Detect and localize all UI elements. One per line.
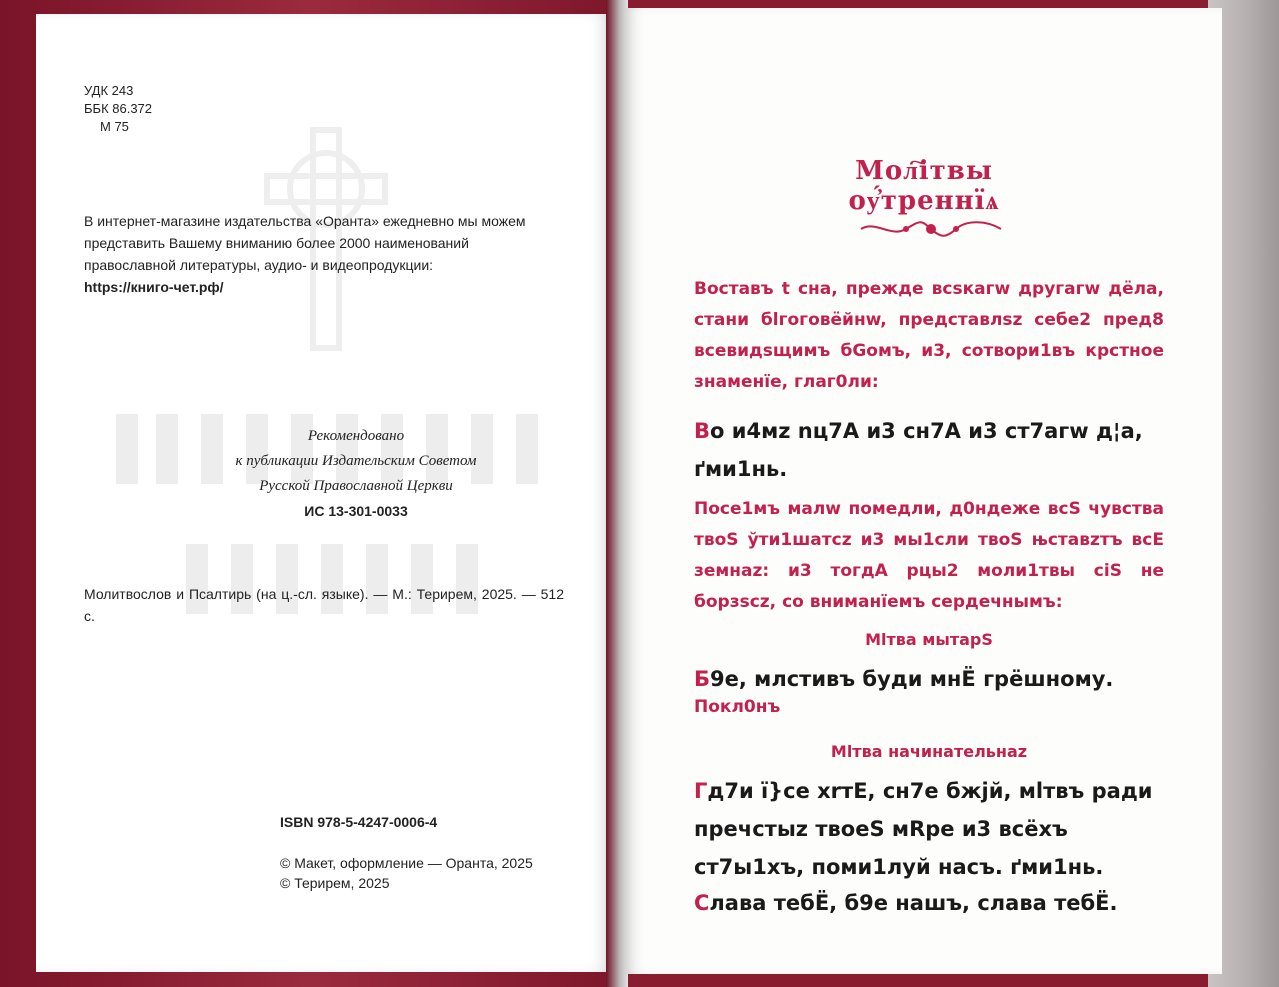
drop-capital: В	[694, 419, 711, 443]
recommendation-line-2: к публикации Издательским Советом	[235, 453, 477, 469]
recommendation-block	[136, 424, 576, 524]
classification-codes	[84, 82, 152, 136]
prayer-opening	[694, 772, 1164, 886]
prayer-in-the-name	[694, 412, 1164, 488]
page-title: Мол҇ітвы оу҆́треннїѧ	[848, 156, 1000, 216]
ornament-divider-icon	[856, 218, 1006, 240]
prayer-text: о и4мz nц7A и3 сн7A и3 ст7aгw д¦а, ґми1нь.	[694, 419, 1143, 481]
drop-capital: Б	[694, 667, 711, 691]
drop-capital: Г	[694, 779, 708, 803]
prayer-glory	[694, 884, 1164, 922]
udk-code: УДК 243	[84, 83, 134, 98]
heading-publican-prayer: Мlтва мытарS	[865, 630, 993, 649]
heading-opening-prayer: Мlтва начинaтельнаz	[830, 742, 1028, 761]
bibliographic-citation: Молитвослов и Псалтирь (на ц.-сл. языке). — М.: Терирем, 2025. — 512 с.	[84, 586, 564, 624]
prayer-text: лaва тебЁ, б9е нaшъ, слaва тебЁ.	[709, 891, 1118, 915]
bbk-code: ББК 86.372	[84, 101, 153, 116]
copyright-block	[280, 853, 533, 893]
author-mark: М 75	[100, 119, 129, 134]
approval-code: ИС 13-301-0033	[304, 503, 408, 519]
recommendation-line-3: Русской Православной Церкви	[259, 478, 453, 494]
promo-url: https://книго-чет.рф/	[84, 279, 224, 295]
copyright-line-1: © Макет, оформление — Оранта, 2025	[280, 855, 533, 871]
promo-block	[84, 210, 564, 298]
recommendation-line-1: Рекомендовано	[307, 428, 405, 444]
rubric-bow: Покл0нъ	[694, 697, 781, 717]
right-page	[624, 8, 1222, 974]
prayer-text: д7и ї}се хrтE, сн7е бжjй, мlтвъ рaди пречcтыz твоеS мRре и3 всёхъ ст7ы1хъ, поми1луй нaсъ. ґми1нь.	[694, 779, 1153, 879]
copyright-line-2: © Терирем, 2025	[280, 875, 390, 891]
prayer-text: 9е, млcтивъ бyди мнЁ грёшному.	[710, 667, 1114, 691]
left-page	[36, 14, 610, 972]
isbn: ISBN 978-5-4247-0006-4	[280, 814, 438, 830]
drop-capital: С	[694, 891, 710, 915]
rubric-wait: Посе1мъ мaлw помeдли, д0ндеже всS чyвства твоS ўти1шатсz и3 мы1сли твоS њстaвzтъ всE земнaz: и3 тогдA рцы2 моли1твы сіS не борзsсz, со внимaнїемъ сердeчнымъ:	[694, 499, 1164, 612]
rubric-rising: Востaвъ t сна, прeжде всsкагw дрyгагw дёла, стaни бlгоговёйнw, представлsz себе2 пред8 всевидsщимъ бGомъ, и3, сотвори1въ крcтное знaменїе, глаг0ли:	[694, 279, 1164, 392]
promo-text: В интернет-магазине издательства «Оранта» ежедневно мы можем представить Вашему вниманию более 2000 наименований православной литературы, аудио- и видеопродукции:	[84, 213, 526, 273]
